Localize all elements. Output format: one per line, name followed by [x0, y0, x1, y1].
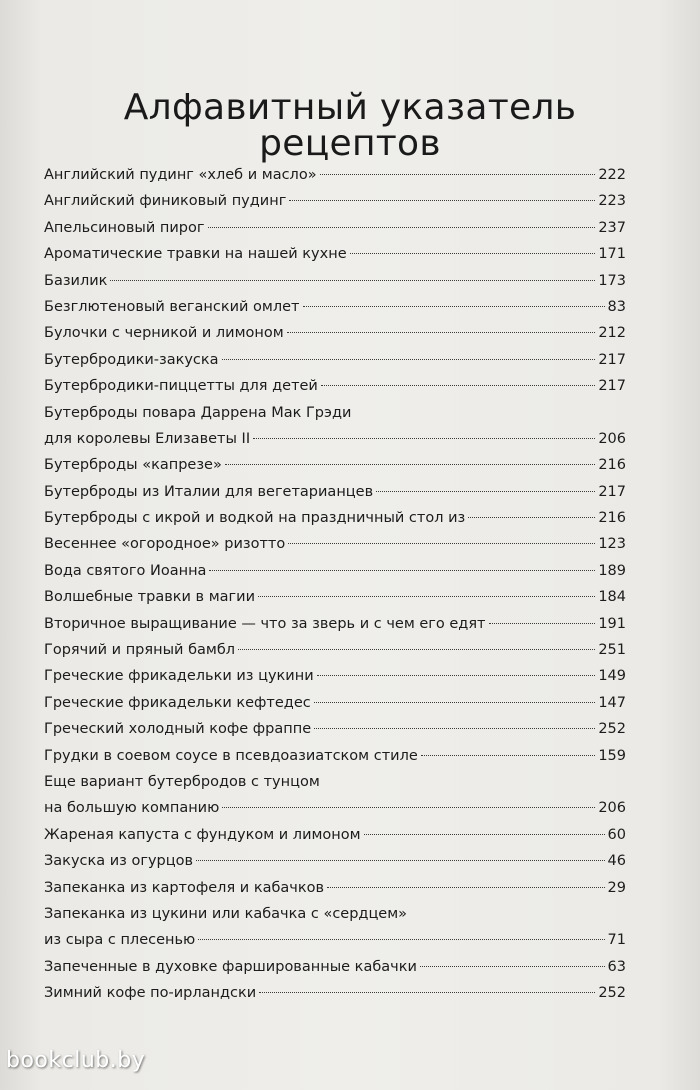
- entry-page-number: 63: [607, 958, 626, 975]
- index-entry: [44, 400, 626, 426]
- dot-leader: [110, 280, 595, 281]
- entry-label: Вторичное выращивание — что за зверь и с чем его едят: [44, 615, 486, 632]
- entry-page-number: 71: [607, 932, 626, 949]
- entry-label: Горячий и пряный бамбл: [44, 642, 236, 659]
- entry-page-number: 29: [607, 879, 626, 896]
- entry-label: Ароматические травки на нашей кухне: [44, 246, 347, 263]
- index-entry: [44, 901, 626, 927]
- dot-leader: [287, 332, 596, 333]
- dot-leader: [364, 834, 605, 835]
- index-entry: [44, 769, 626, 795]
- index-entry: [44, 954, 626, 980]
- entry-label: Бутерброды «капрезе»: [44, 457, 222, 474]
- entry-page-number: 159: [598, 747, 626, 764]
- entry-label: Бутерброды из Италии для вегетарианцев: [44, 483, 374, 500]
- index-entry: [44, 241, 626, 267]
- entry-page-number: 251: [598, 642, 626, 659]
- index-entry: [44, 320, 626, 346]
- dot-leader: [314, 702, 596, 703]
- entry-label: Еще вариант бутербродов с тунцом: [44, 773, 320, 790]
- entry-page-number: 206: [598, 800, 626, 817]
- dot-leader: [321, 385, 595, 386]
- entry-label: Английский финиковый пудинг: [44, 193, 287, 210]
- dot-leader: [468, 517, 595, 518]
- dot-leader: [288, 543, 595, 544]
- dot-leader: [209, 570, 595, 571]
- entry-label: Жареная капуста с фундуком и лимоном: [44, 826, 361, 843]
- index-entry: [44, 162, 626, 188]
- index-entry: [44, 268, 626, 294]
- entry-label: Запеченные в духовке фаршированные кабачки: [44, 958, 417, 975]
- entry-page-number: 149: [598, 668, 626, 685]
- dot-leader: [350, 253, 596, 254]
- dot-leader: [327, 887, 605, 888]
- dot-leader: [198, 939, 604, 940]
- entry-label: Запеканка из картофеля и кабачков: [44, 879, 325, 896]
- entry-page-number: 237: [598, 219, 626, 236]
- index-entry: [44, 347, 626, 373]
- dot-leader: [225, 464, 595, 465]
- entry-label: на большую компанию: [44, 800, 220, 817]
- index-entry: [44, 743, 626, 769]
- dot-leader: [259, 992, 595, 993]
- entry-label: Волшебные травки в магии: [44, 589, 255, 606]
- entry-label: Бутерброды с икрой и водкой на праздничный стол из: [44, 510, 466, 527]
- entry-page-number: 147: [598, 694, 626, 711]
- dot-leader: [253, 438, 595, 439]
- index-entry: [44, 822, 626, 848]
- index-entry: [44, 479, 626, 505]
- entry-page-number: 123: [598, 536, 626, 553]
- entry-page-number: 217: [598, 378, 626, 395]
- entry-page-number: 60: [607, 826, 626, 843]
- index-entry: [44, 426, 626, 452]
- entry-page-number: 184: [598, 589, 626, 606]
- index-entry: [44, 875, 626, 901]
- index-entry: [44, 531, 626, 557]
- index-entry: [44, 188, 626, 214]
- dot-leader: [222, 359, 596, 360]
- index-entry: [44, 584, 626, 610]
- entry-label: Безглютеновый веганский омлет: [44, 298, 300, 315]
- dot-leader: [376, 491, 595, 492]
- index-entry: [44, 980, 626, 1006]
- entry-label: Греческий холодный кофе фраппе: [44, 721, 312, 738]
- index-entry: [44, 795, 626, 821]
- entry-label: из сыра с плесенью: [44, 932, 196, 949]
- page-title-line-1: Алфавитный указатель: [123, 87, 577, 128]
- entry-label: Закуска из огурцов: [44, 853, 194, 870]
- entry-label: Апельсиновый пирог: [44, 219, 205, 236]
- dot-leader: [238, 649, 595, 650]
- entry-label: Зимний кофе по-ирландски: [44, 985, 257, 1002]
- index-entry: [44, 690, 626, 716]
- entry-label: Булочки с черникой и лимоном: [44, 325, 284, 342]
- entry-label: Греческие фрикадельки из цукини: [44, 668, 314, 685]
- entry-page-number: 216: [598, 510, 626, 527]
- recipe-index-list: [44, 162, 626, 1007]
- entry-page-number: 252: [598, 721, 626, 738]
- index-entry: [44, 452, 626, 478]
- entry-page-number: 223: [598, 193, 626, 210]
- entry-label: Бутербродики-пиццетты для детей: [44, 378, 318, 395]
- index-entry: [44, 716, 626, 742]
- dot-leader: [303, 306, 605, 307]
- index-entry: [44, 663, 626, 689]
- index-entry: [44, 294, 626, 320]
- dot-leader: [320, 174, 596, 175]
- watermark-text: bookclub.by: [6, 1048, 146, 1073]
- dot-leader: [222, 807, 595, 808]
- dot-leader: [258, 596, 595, 597]
- index-entry: [44, 637, 626, 663]
- dot-leader: [314, 728, 595, 729]
- entry-page-number: 189: [598, 562, 626, 579]
- entry-page-number: 217: [598, 351, 626, 368]
- dot-leader: [489, 623, 596, 624]
- page-title-line-2: рецептов: [259, 123, 441, 164]
- entry-page-number: 212: [598, 325, 626, 342]
- entry-page-number: 217: [598, 483, 626, 500]
- entry-page-number: 206: [598, 430, 626, 447]
- entry-page-number: 173: [598, 272, 626, 289]
- dot-leader: [421, 755, 596, 756]
- index-entry: [44, 505, 626, 531]
- entry-page-number: 46: [607, 853, 626, 870]
- dot-leader: [289, 200, 595, 201]
- dot-leader: [420, 966, 605, 967]
- entry-label: Запеканка из цукини или кабачка с «сердцем»: [44, 905, 408, 922]
- entry-label: Базилик: [44, 272, 108, 289]
- index-entry: [44, 373, 626, 399]
- index-entry: [44, 611, 626, 637]
- entry-page-number: 216: [598, 457, 626, 474]
- entry-label: Греческие фрикадельки кефтедес: [44, 694, 311, 711]
- index-entry: [44, 927, 626, 953]
- entry-page-number: 171: [598, 246, 626, 263]
- entry-page-number: 191: [598, 615, 626, 632]
- dot-leader: [196, 860, 604, 861]
- entry-label: Весеннее «огородное» ризотто: [44, 536, 286, 553]
- entry-label: Бутербродики-закуска: [44, 351, 219, 368]
- entry-label: Английский пудинг «хлеб и масло»: [44, 167, 317, 183]
- entry-label: для королевы Елизаветы II: [44, 430, 251, 447]
- entry-label: Бутерброды повара Дарренa Мак Грэди: [44, 404, 352, 421]
- index-entry: [44, 848, 626, 874]
- entry-page-number: 83: [607, 298, 626, 315]
- index-entry: [44, 558, 626, 584]
- dot-leader: [317, 675, 596, 676]
- entry-page-number: 222: [598, 167, 626, 183]
- entry-page-number: 252: [598, 985, 626, 1002]
- entry-label: Вода святого Иоанна: [44, 562, 207, 579]
- dot-leader: [208, 227, 596, 228]
- index-entry: [44, 215, 626, 241]
- entry-label: Грудки в соевом соусе в псевдоазиатском стиле: [44, 747, 418, 764]
